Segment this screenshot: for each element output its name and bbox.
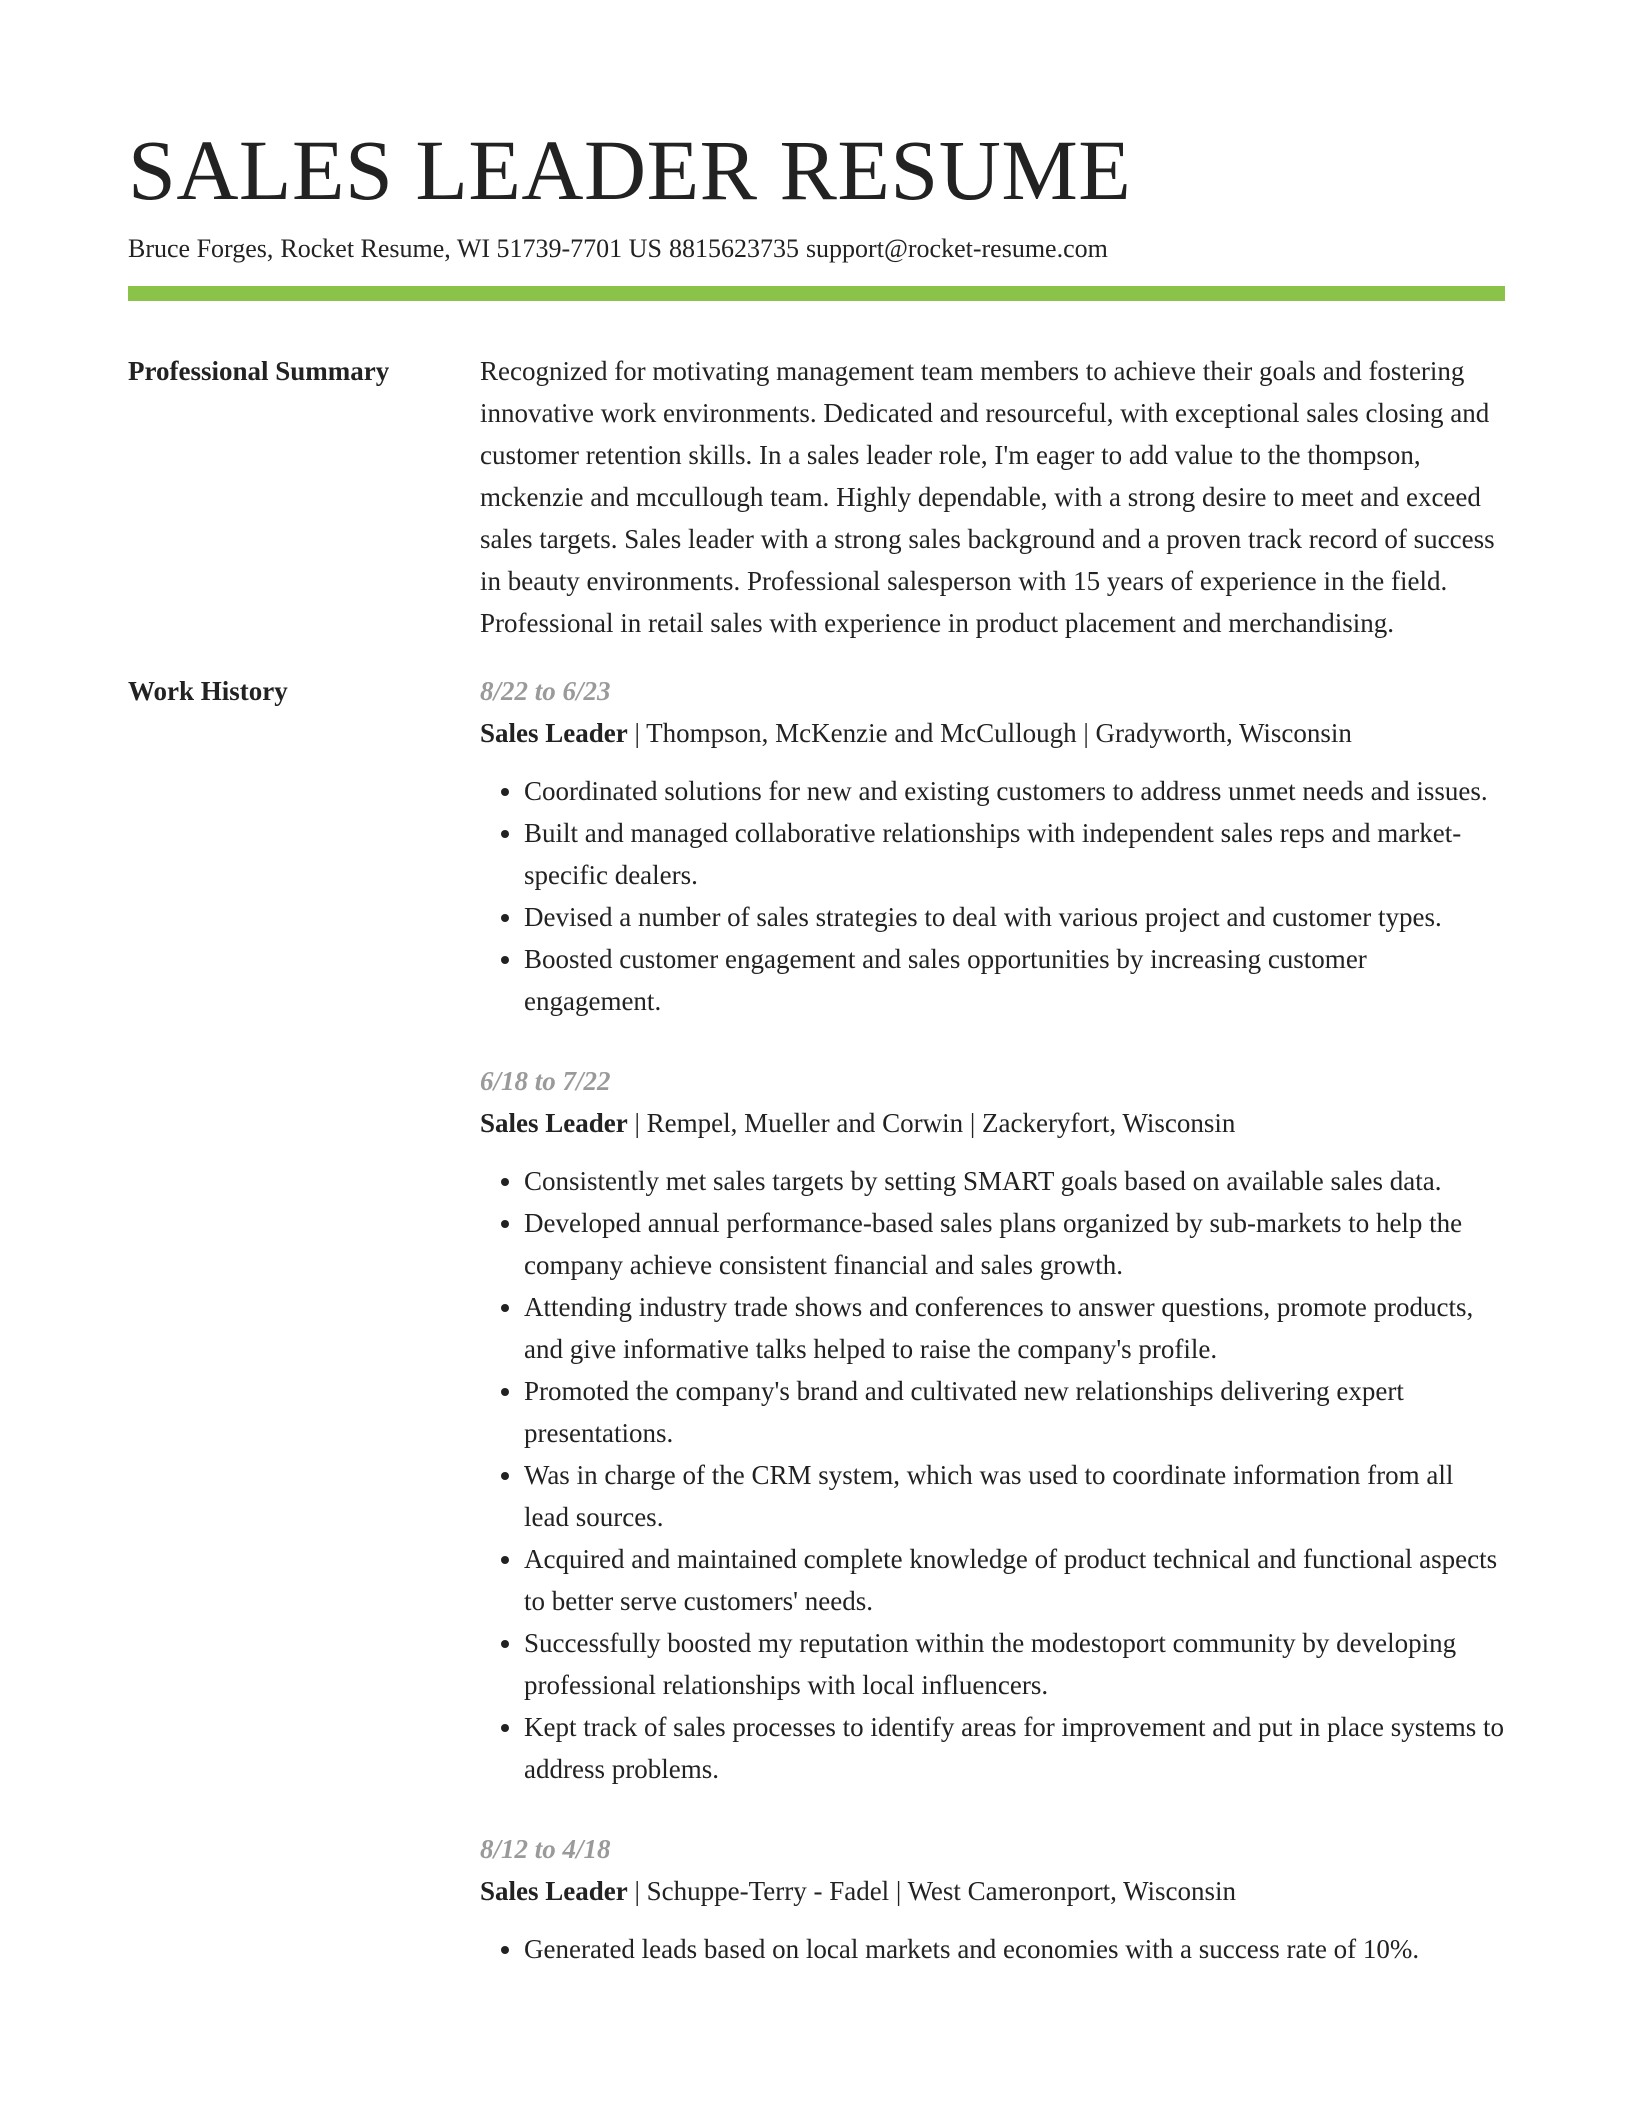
job-title: Sales Leader xyxy=(480,718,628,748)
job-bullet: • Built and managed collaborative relationships with independent sales reps and market-specific dealers. xyxy=(524,812,1505,896)
job-details: | Rempel, Mueller and Corwin | Zackeryfort, Wisconsin xyxy=(627,1108,1236,1138)
job-title: Sales Leader xyxy=(480,1108,628,1138)
job-bullet: • Coordinated solutions for new and existing customers to address unmet needs and issues. xyxy=(524,770,1505,812)
job-details: | Thompson, McKenzie and McCullough | Gradyworth, Wisconsin xyxy=(627,718,1352,748)
job-heading xyxy=(480,712,1505,754)
professional-summary-section xyxy=(128,350,1505,644)
job-bullet: • Promoted the company's brand and cultivated new relationships delivering expert presentations. xyxy=(524,1370,1505,1454)
section-label-work-history: Work History xyxy=(128,676,288,706)
section-label-summary: Professional Summary xyxy=(128,356,390,386)
job-bullet: • Devised a number of sales strategies to deal with various project and customer types. xyxy=(524,896,1505,938)
job-details: | Schuppe-Terry - Fadel | West Cameronport, Wisconsin xyxy=(627,1876,1237,1906)
contact-phone: 8815623735 xyxy=(668,234,799,263)
job-entry-3 xyxy=(480,1828,1505,1970)
job-bullet: • Was in charge of the CRM system, which was used to coordinate information from all lead sources. xyxy=(524,1454,1505,1538)
job-bullet-list xyxy=(480,770,1505,1022)
contact-name: Bruce Forges, xyxy=(128,234,274,263)
summary-body xyxy=(480,350,1505,644)
job-bullet-list xyxy=(480,1160,1505,1790)
job-bullet: • Successfully boosted my reputation within the modestoport community by developing professional relationships with local influencers. xyxy=(524,1622,1505,1706)
job-heading xyxy=(480,1102,1505,1144)
job-bullet: • Kept track of sales processes to identify areas for improvement and put in place systems to address problems. xyxy=(524,1706,1505,1790)
job-entry-2 xyxy=(480,1060,1505,1790)
job-bullet: • Consistently met sales targets by setting SMART goals based on available sales data. xyxy=(524,1160,1505,1202)
job-bullet: • Boosted customer engagement and sales opportunities by increasing customer engagement. xyxy=(524,938,1505,1022)
job-heading xyxy=(480,1870,1505,1912)
summary-text: Recognized for motivating management team members to achieve their goals and fostering innovative work environments. Dedicated and resourceful, with exceptional sales closing and customer retention skills. In a sales leader role, I'm eager to add value to the thompson, mckenzie and mccullough team. Highly dependable, with a strong desire to meet and exceed sales targets. Sales leader with a strong sales background and a proven track record of success in beauty environments. Professional salesperson with 15 years of experience in the field. Professional in retail sales with experience in product placement and merchandising. xyxy=(480,356,1495,638)
job-dates: 8/12 to 4/18 xyxy=(480,1834,611,1864)
resume-title: SALES LEADER RESUME xyxy=(128,122,1132,218)
job-bullet: • Acquired and maintained complete knowledge of product technical and functional aspects to better serve customers' needs. xyxy=(524,1538,1505,1622)
job-title: Sales Leader xyxy=(480,1876,628,1906)
contact-line xyxy=(128,232,1108,266)
job-dates: 6/18 to 7/22 xyxy=(480,1066,611,1096)
job-bullet: • Attending industry trade shows and conferences to answer questions, promote products, and give informative talks helped to raise the company's profile. xyxy=(524,1286,1505,1370)
work-history-body xyxy=(480,670,1505,1970)
work-history-section xyxy=(128,670,1505,1970)
job-bullet-list xyxy=(480,1928,1505,1970)
resume-content xyxy=(128,350,1505,1970)
header-divider xyxy=(128,286,1505,301)
contact-email[interactable]: support@rocket-resume.com xyxy=(805,234,1108,263)
job-dates: 8/22 to 6/23 xyxy=(480,676,611,706)
job-bullet: • Generated leads based on local markets and economies with a success rate of 10%. xyxy=(524,1928,1505,1970)
job-entry-1 xyxy=(480,670,1505,1022)
job-bullet: • Developed annual performance-based sales plans organized by sub-markets to help the company achieve consistent financial and sales growth. xyxy=(524,1202,1505,1286)
contact-location: Rocket Resume, WI 51739-7701 US xyxy=(280,234,662,263)
